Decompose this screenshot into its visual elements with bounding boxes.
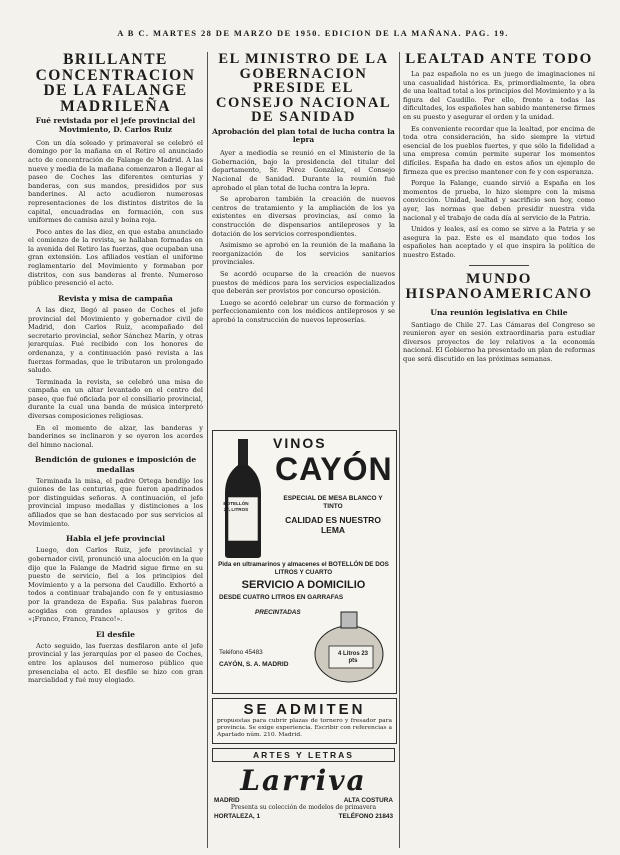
ad-spec: ESPECIAL DE MESA BLANCO Y TINTO (283, 495, 383, 510)
paragraph: Ayer a mediodía se reunió en el Ministerio de la Gobernación, bajo la presidencia del titular del departamento, Sr. Pérez González, el Consejo Nacional de Sanidad. Durante la reunión fué aprobado el plan total de lucha contra la lepra. (212, 149, 395, 192)
paragraph: A las diez, llegó al paseo de Coches el jefe provincial del Movimiento y gobernador civil de Madrid, don Carlos Ruiz, acompañado del secretario provincial, señor Sánchez Marín, y otras jerarquías. Fué recibido con los honores de ordenanza, y a continuación pasó revista a las fuerzas formadas, que le tributaron un prolongado saludo. (28, 305, 203, 375)
article-lealtad (403, 52, 595, 848)
advertisement-cayon (212, 430, 397, 694)
paragraph: En el momento de alzar, las banderas y banderines se inclinaron y se oyeron los acordes del himno nacional. (28, 423, 203, 449)
ad-offer: Pida en ultramarinos y almacenes el BOTELLÓN DE DOS LITROS Y CUARTO (218, 561, 389, 576)
ad-slogan: CALIDAD ES NUESTRO LEMA (285, 515, 381, 535)
subheading: Revista y misa de campaña (58, 293, 173, 303)
column-rule (399, 52, 400, 848)
jug-illustration (311, 606, 387, 686)
advertisement-larriva (212, 748, 395, 848)
article-sanidad (212, 52, 395, 424)
paragraph: Es conveniente recordar que la lealtad, por encima de toda otra consideración, ha sido siempre la virtud esencial de los pueblos fuertes, y que sólo la fidelidad a una empresa común permite superar los momentos difíciles. España ha dado en estos años un ejemplo de firmeza que es preciso mantener con fe y con esperanza. (403, 124, 595, 176)
ad-address: HORTALEZA, 1 (214, 813, 261, 820)
page-header: A B C. MARTES 28 DE MARZO DE 1950. EDICION DE LA MAÑANA. PAG. 19. (117, 28, 509, 38)
ad-body: Presenta su colección de modelos de primavera (230, 804, 377, 811)
bottle-label: BOTELLÓN 2¼ LITROS (223, 501, 249, 512)
divider (469, 265, 529, 266)
deck: Aprobación del plan total de lucha contra la lepra (212, 126, 395, 145)
paragraph: Acto seguido, las fuerzas desfilaron ante el jefe provincial y las jerarquías por el paseo de Coches, entre los aplausos del numeroso público que presenciaba el acto. El desfile se hizo con gran marcialidad y fué muy elogiado. (28, 641, 203, 685)
ad-address: CAYÓN, S. A. MADRID (219, 661, 289, 668)
subheading: Bendición de guiones e imposición de medallas (34, 455, 197, 474)
paragraph: Terminada la misa, el padre Ortega bendijo los guiones de las centurias, que fueron apadrinados por distinguidas señoras. A continuación, el jefe provincial impuso medallas y distinciones a los afiliados que se han destacado por sus servicios al Movimiento. (28, 476, 203, 528)
paragraph: Poco antes de las diez, en que estaba anunciado el comienzo de la revista, se hallaban formadas en la avenida del Retiro las fuerzas, que ocupaban una gran extensión. Los afiliados vestían el uniforme reglamentario del Movimiento y formaban por distritos, con sus banderas al frente. Numeroso público presenció el acto. (28, 227, 203, 288)
subheading: El desfile (96, 629, 135, 639)
column-rule (207, 52, 208, 848)
paragraph: Se aprobaron también la creación de nuevos centros de tratamiento y la ampliación de los ya existentes en diversas provincias, así como la construcción de dispensarios antileprosos y la dotación de los servicios correspondientes. (212, 195, 395, 238)
ad-title: SE ADMITEN (243, 701, 366, 718)
ad-detail: DESDE CUATRO LITROS EN GARRAFAS (219, 594, 344, 601)
paragraph: Con un día soleado y primaveral se celebró el domingo por la mañana en el Retiro el anunciado acto de concentración de Falange de Madrid. A las nueve y media de la mañana comenzaron a llegar al paseo de Coches las diferentes centurias y banderas, con sus mandos, presididos por sus banderines. Al acto acudieron numerosas representaciones de los distintos distritos de la capital, encuadradas en formación, con sus uniformes de camisa azul y boina roja. (28, 138, 203, 225)
deck: Fué revistada por el jefe provincial del Movimiento, D. Carlos Ruiz (35, 116, 196, 134)
subheading: Una reunión legislativa en Chile (430, 308, 568, 318)
section-banner: ARTES Y LETRAS (212, 748, 395, 762)
ad-city: MADRID (214, 797, 240, 804)
advertisement-se-admiten (212, 698, 397, 744)
brand-name: CAYÓN (275, 451, 393, 487)
wine-bottle-illustration (221, 439, 265, 559)
paragraph: Unidos y leales, así es como se sirve a la Patria y se asegura la paz. Este es el mandato que todos los españoles han aceptado y el que inspira la política de nuestro Estado. (403, 225, 595, 259)
ad-category: ALTA COSTURA (343, 797, 393, 804)
paragraph: Terminada la revista, se celebró una misa de campaña en un altar levantado en el centro del paseo, que fué oficiada por el consiliario provincial, durante la cual una banda de música interpretó diversas composiciones religiosas. (28, 377, 203, 421)
paragraph: Se acordó ocuparse de la creación de nuevos puestos de médicos para los servicios especializados que deberán ser provistos por concurso oposición. (212, 269, 395, 296)
paragraph: Porque la Falange, cuando sirvió a España en los momentos de prueba, lo hizo siempre con la misma convicción. Unidad, lealtad y sacrificio son hoy, como ayer, las normas que deben presidir nuestra vida nacional y el trabajo de cada día al servicio de la Patria. (403, 179, 595, 222)
ad-telephone: TELÉFONO 21843 (338, 813, 393, 820)
ad-service: SERVICIO A DOMICILIO (241, 579, 366, 591)
ad-telephone: Teléfono 45483 (219, 649, 263, 656)
headline: MUNDO HISPANOAMERICANO (405, 271, 593, 303)
paragraph: Luego, don Carlos Ruiz, jefe provincial y gobernador civil, pronunció una alocución en la que dijo que la Falange de Madrid sigue firme en su puesto de servicio, fiel a los principios del Movimiento y a la persona del Caudillo. Exhortó a todos a continuar trabajando con fe y entusiasmo por la grandeza de España. Sus palabras fueron acogidas con grandes aplausos y gritos de «¡Franco, Franco, Franco!». (28, 546, 203, 624)
paragraph: Luego se acordó celebrar un curso de formación y perfeccionamiento con los médicos antileprosos y se aprobó la construcción de nuevos leproserías. (212, 298, 395, 324)
subheading: Habla el jefe provincial (65, 534, 166, 544)
paragraph: La paz española no es un juego de imaginaciones ni una casualidad histórica. Es, primordialmente, la obra de una lealtad total a los principios del Movimiento y a la figura del Caudillo. Por ello, frente a todas las dificultades, los españoles han sabido mantenerse firmes en su puesto y asegurar el orden y la unidad. (403, 70, 595, 121)
headline: BRILLANTE CONCENTRACION DE LA FALANGE MADRILEÑA (35, 52, 196, 115)
headline: LEALTAD ANTE TODO (405, 52, 593, 67)
paragraph: Asimismo se aprobó en la reunión de la mañana la reorganización de los servicios sanitarios provinciales. (212, 241, 395, 267)
ad-body: propuestas para cubrir plazas de tornero y fresador para provincia. Se exige experiencia. Escribir con referencias a Apartado núm. 210. Madrid. (217, 718, 392, 738)
brand-name: Larriva (240, 764, 367, 797)
paragraph: Santiago de Chile 27. Las Cámaras del Congreso se reunieron ayer en sesión extraordinaria para estudiar diversos proyectos de ley relativos a la economía nacional. El Gobierno ha presentado un plan de reformas que será discutido en las próximas semanas. (403, 320, 595, 363)
jug-label: 4 Litros 23 pts (337, 651, 368, 664)
headline: EL MINISTRO DE LA GOBERNACION PRESIDE EL CONSEJO NACIONAL DE SANIDAD (215, 52, 392, 125)
ad-kicker: VINOS (273, 435, 327, 451)
article-falange (28, 52, 203, 848)
ad-detail: PRECINTADAS (255, 609, 301, 616)
